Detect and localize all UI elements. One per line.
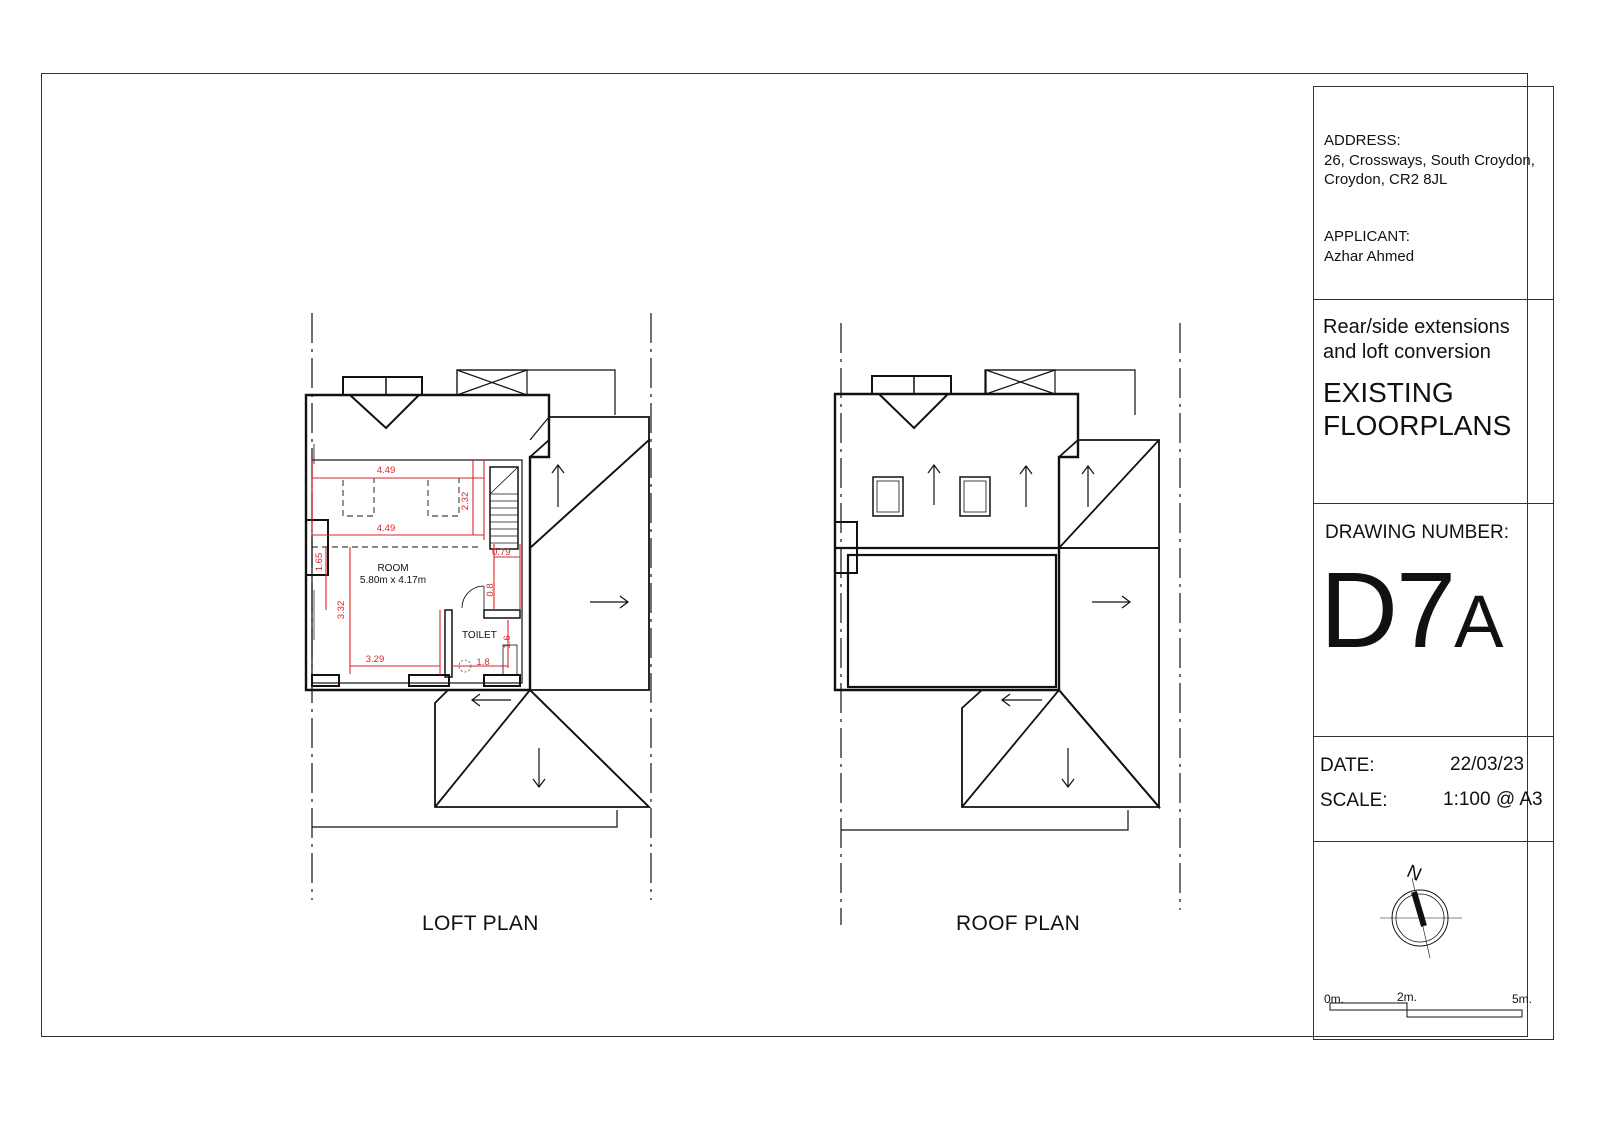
address-heading: ADDRESS: <box>1324 132 1401 149</box>
dim-label: 1.8 <box>476 657 490 668</box>
loft-plan-title: LOFT PLAN <box>422 912 539 935</box>
drawing-revision: A <box>1454 580 1504 663</box>
drawing-title-line: EXISTING <box>1323 377 1454 408</box>
title-block <box>1313 86 1554 1040</box>
scale-bar-label: 0m. <box>1324 992 1345 1006</box>
project-line: Rear/side extensions <box>1323 316 1510 338</box>
scale-value: 1:100 @ A3 <box>1443 789 1543 810</box>
drawing-number <box>1320 549 1504 676</box>
applicant-name: Azhar Ahmed <box>1324 247 1415 265</box>
drawing-number-value: D7 <box>1320 549 1455 670</box>
applicant-block <box>1324 227 1414 266</box>
dim-label: 4.49 <box>376 523 396 534</box>
address-line: 26, Crossways, South Croydon, <box>1324 151 1535 169</box>
applicant-heading: APPLICANT: <box>1324 228 1410 245</box>
scale-bar-label: 5m. <box>1512 992 1533 1006</box>
date-value: 22/03/23 <box>1450 754 1524 775</box>
dim-label: 1.6 <box>502 635 513 649</box>
roof-plan-title: ROOF PLAN <box>956 912 1081 935</box>
drawing-number-section <box>1314 504 1553 737</box>
drawing-title <box>1323 376 1511 442</box>
scale-label: SCALE: <box>1320 790 1388 811</box>
project-description <box>1323 315 1510 365</box>
address-block <box>1324 131 1535 190</box>
dim-label: 0.8 <box>485 583 496 597</box>
neighbour-outline-top <box>457 370 615 415</box>
dim-label: 1.65 <box>314 552 325 572</box>
drawing-number-label: DRAWING NUMBER: <box>1325 522 1510 543</box>
dim-label: 3.29 <box>365 654 385 665</box>
address-section <box>1314 87 1553 300</box>
project-section <box>1314 300 1553 504</box>
project-line: and loft conversion <box>1323 341 1491 363</box>
drawing-title-line: FLOORPLANS <box>1323 410 1512 441</box>
dim-label: 2.32 <box>460 491 471 511</box>
room-size-label: 5.80m x 4.17m <box>359 575 427 586</box>
date-label: DATE: <box>1320 755 1375 776</box>
room-label: ROOM <box>377 563 409 574</box>
date-scale-section <box>1314 737 1553 842</box>
dim-label: 4.49 <box>376 465 396 476</box>
neighbour-outline-bottom <box>312 810 617 827</box>
toilet-label: TOILET <box>462 630 497 641</box>
roof-plan <box>835 323 1180 925</box>
loft-plan <box>306 313 651 900</box>
dim-label: 3.32 <box>336 600 347 620</box>
dim-label: 0.79 <box>492 547 511 558</box>
address-line: Croydon, CR2 8JL <box>1324 171 1448 188</box>
scale-bar-label: 2m. <box>1397 990 1418 1004</box>
north-label: N <box>1403 861 1425 886</box>
